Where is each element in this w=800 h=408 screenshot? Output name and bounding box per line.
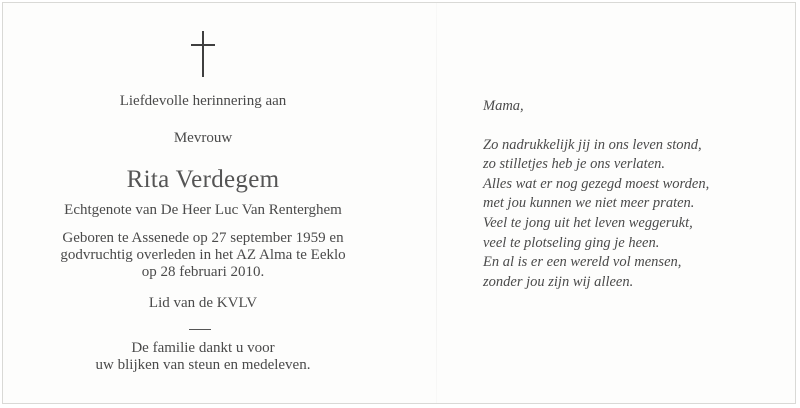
divider — [189, 329, 211, 330]
thanks-line-2: uw blijken van steun en medeleven. — [95, 357, 311, 373]
spouse-line: Echtgenote van De Heer Luc Van Renterghem — [64, 202, 342, 218]
remembrance-line: Liefdevolle herinnering aan — [119, 93, 287, 109]
title-line: Mevrouw — [173, 130, 233, 146]
death-date-line: op 28 februari 2010. — [141, 264, 265, 280]
poem-line: zonder jou zijn wij alleen. — [483, 273, 634, 290]
death-line: godvruchtig overleden in het AZ Alma te Eeklo — [60, 247, 346, 263]
card-fold — [436, 3, 437, 403]
membership-line: Lid van de KVLV — [148, 295, 258, 311]
birth-line: Geboren te Assenede op 27 september 1959 en — [62, 230, 344, 246]
poem-line: zo stilletjes heb je ons verlaten. — [483, 156, 666, 173]
poem-line: veel te plotseling ging je heen. — [483, 234, 660, 251]
poem-line: Veel te jong uit het leven weggerukt, — [483, 214, 693, 231]
poem-line: Alles wat er nog gezegd moest worden, — [483, 175, 710, 192]
deceased-name: Rita Verdegem — [126, 166, 280, 193]
thanks-line-1: De familie dankt u voor — [131, 340, 275, 356]
poem — [483, 97, 709, 292]
cross-icon — [191, 31, 215, 77]
poem-line: En al is er een wereld vol mensen, — [483, 254, 682, 271]
memorial-card — [2, 2, 796, 404]
poem-line: Zo nadrukkelijk jij in ons leven stond, — [483, 136, 702, 153]
poem-line: met jou kunnen we niet meer praten. — [483, 195, 695, 212]
left-panel — [3, 3, 403, 403]
poem-salutation: Mama, — [483, 98, 524, 114]
